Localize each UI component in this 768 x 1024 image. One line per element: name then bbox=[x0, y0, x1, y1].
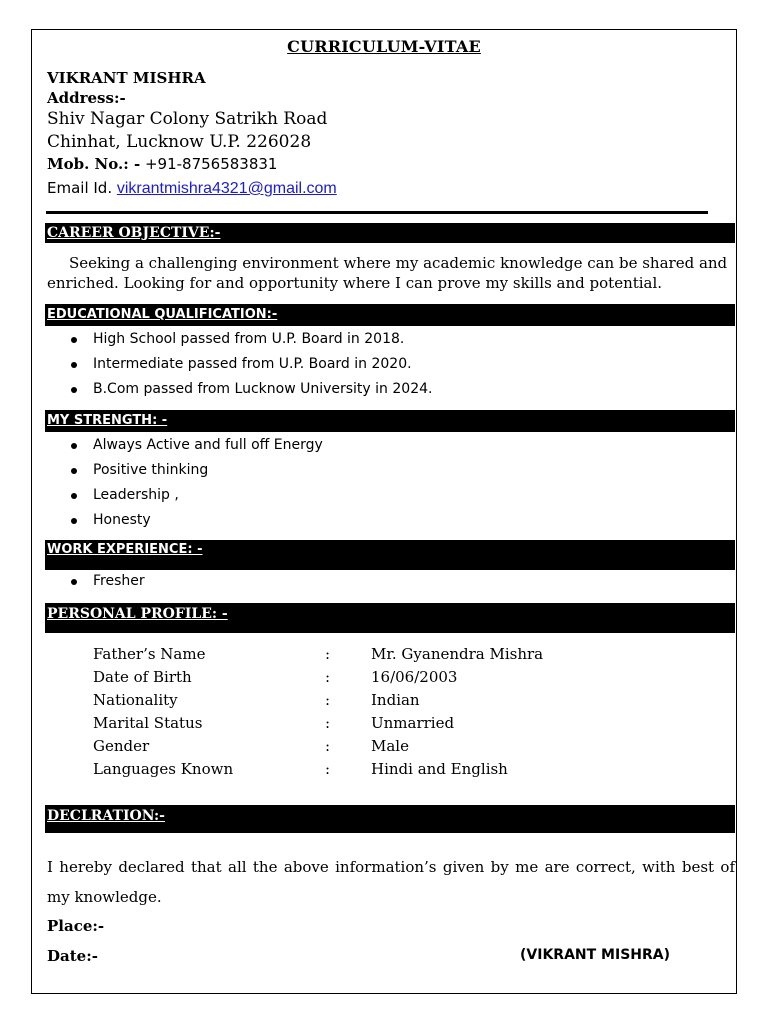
profile-separator: : bbox=[325, 760, 331, 778]
profile-key: Languages Known bbox=[93, 760, 234, 778]
section-heading-education: EDUCATIONAL QUALIFICATION:- bbox=[45, 304, 735, 326]
profile-value: Hindi and English bbox=[371, 760, 508, 778]
profile-value: 16/06/2003 bbox=[371, 668, 458, 686]
place-label: Place:- bbox=[47, 917, 105, 935]
section-heading-career-objective: CAREER OBJECTIVE:- bbox=[45, 223, 735, 243]
list-item-text: Leadership , bbox=[93, 487, 179, 503]
personal-profile-table bbox=[93, 643, 693, 781]
date-label: Date:- bbox=[47, 947, 98, 965]
list-item-text: Intermediate passed from U.P. Board in 2020. bbox=[93, 356, 412, 372]
signature-name: (VIKRANT MISHRA) bbox=[520, 947, 671, 963]
list-item bbox=[47, 458, 323, 483]
profile-row bbox=[93, 758, 693, 781]
address-line-1: Shiv Nagar Colony Satrikh Road bbox=[47, 109, 328, 129]
document-title: CURRICULUM-VITAE bbox=[287, 37, 481, 56]
profile-value: Male bbox=[371, 737, 409, 755]
profile-value: Indian bbox=[371, 691, 420, 709]
list-item-text: Honesty bbox=[93, 512, 151, 528]
bullet-icon bbox=[71, 579, 77, 585]
candidate-name: VIKRANT MISHRA bbox=[47, 69, 206, 87]
work-list bbox=[47, 569, 145, 594]
bullet-icon bbox=[71, 468, 77, 474]
profile-separator: : bbox=[325, 737, 331, 755]
list-item bbox=[47, 433, 323, 458]
email bbox=[47, 179, 337, 198]
mobile-number bbox=[47, 155, 277, 173]
profile-separator: : bbox=[325, 668, 331, 686]
profile-value: Mr. Gyanendra Mishra bbox=[371, 645, 544, 663]
list-item-text: Fresher bbox=[93, 573, 145, 589]
section-heading-declaration: DECLRATION:- bbox=[45, 805, 735, 833]
profile-key: Marital Status bbox=[93, 714, 203, 732]
email-link[interactable]: vikrantmishra4321@gmail.com bbox=[116, 180, 337, 197]
profile-value: Unmarried bbox=[371, 714, 455, 732]
section-heading-strength: MY STRENGTH: - bbox=[45, 410, 735, 432]
mobile-value: +91-8756583831 bbox=[140, 155, 278, 173]
bullet-icon bbox=[71, 387, 77, 393]
list-item-text: Always Active and full off Energy bbox=[93, 437, 323, 453]
profile-row bbox=[93, 666, 693, 689]
list-item bbox=[47, 377, 432, 402]
strength-list bbox=[47, 433, 323, 533]
bullet-icon bbox=[71, 518, 77, 524]
list-item bbox=[47, 327, 432, 352]
list-item bbox=[47, 569, 145, 594]
profile-separator: : bbox=[325, 645, 331, 663]
list-item bbox=[47, 508, 323, 533]
list-item bbox=[47, 483, 323, 508]
address-label: Address:- bbox=[47, 89, 126, 107]
profile-separator: : bbox=[325, 691, 331, 709]
bullet-icon bbox=[71, 493, 77, 499]
bullet-icon bbox=[71, 362, 77, 368]
declaration-text: I hereby declared that all the above information’s given by me are correct, with best of my knowledge. bbox=[47, 858, 735, 906]
section-heading-personal-profile: PERSONAL PROFILE: - bbox=[45, 603, 735, 633]
mobile-label: Mob. No.: - bbox=[47, 155, 141, 173]
list-item-text: High School passed from U.P. Board in 2018. bbox=[93, 331, 405, 347]
profile-key: Father’s Name bbox=[93, 645, 206, 663]
list-item bbox=[47, 352, 432, 377]
list-item-text: Positive thinking bbox=[93, 462, 209, 478]
header-divider bbox=[46, 211, 708, 214]
profile-key: Gender bbox=[93, 737, 150, 755]
bullet-icon bbox=[71, 443, 77, 449]
career-objective-text: Seeking a challenging environment where my academic knowledge can be shared and enriched. Looking for and opportunity where I can prove my skills and potential. bbox=[47, 254, 728, 292]
profile-row bbox=[93, 712, 693, 735]
education-list bbox=[47, 327, 432, 402]
profile-key: Nationality bbox=[93, 691, 178, 709]
bullet-icon bbox=[71, 337, 77, 343]
list-item-text: B.Com passed from Lucknow University in 2024. bbox=[93, 381, 433, 397]
section-heading-work-experience: WORK EXPERIENCE: - bbox=[45, 540, 735, 570]
profile-row bbox=[93, 689, 693, 712]
profile-row bbox=[93, 643, 693, 666]
profile-separator: : bbox=[325, 714, 331, 732]
address-line-2: Chinhat, Lucknow U.P. 226028 bbox=[47, 132, 312, 152]
email-label: Email Id. bbox=[47, 179, 117, 197]
profile-row bbox=[93, 735, 693, 758]
profile-key: Date of Birth bbox=[93, 668, 192, 686]
